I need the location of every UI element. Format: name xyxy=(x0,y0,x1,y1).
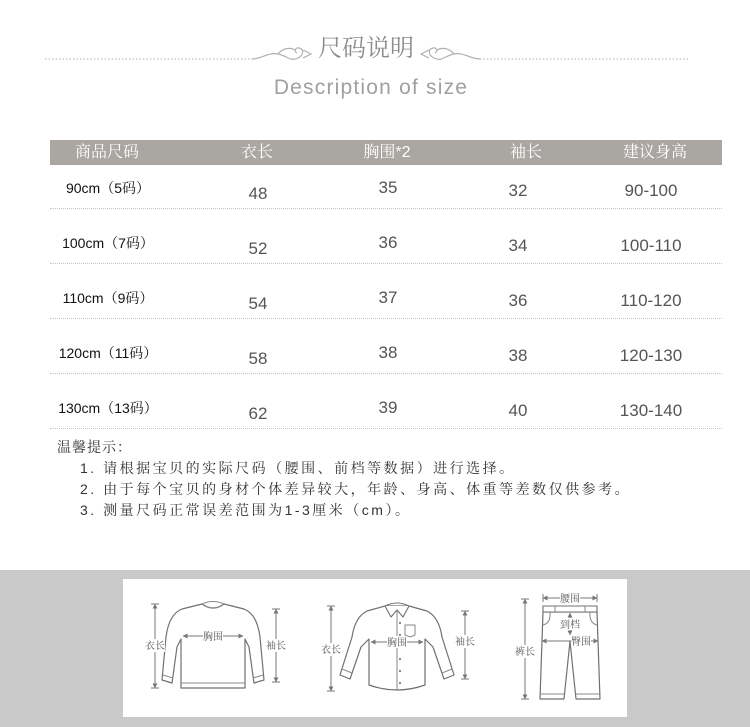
pants-rise-label: 到档 xyxy=(560,620,580,631)
cell-height: 90-100 xyxy=(624,181,678,200)
table-row xyxy=(50,264,722,319)
cell-size: 100cm（7码） xyxy=(62,235,154,251)
cell-sleeve: 32 xyxy=(508,181,528,200)
cell-chest: 38 xyxy=(378,343,398,362)
cell-height: 120-130 xyxy=(619,346,683,365)
shirt-diagram xyxy=(321,603,475,691)
tip-item: 3. 测量尺码正常误差范围为1-3厘米（cm）。 xyxy=(80,502,412,518)
pants-hip-label: 臀围 xyxy=(571,637,591,648)
tip-item: 2. 由于每个宝贝的身材个体差异较大，年龄、身高、体重等差数仅供参考。 xyxy=(80,481,632,497)
sweater-length-label: 衣长 xyxy=(145,641,165,652)
pants-length-label: 裤长 xyxy=(515,647,535,658)
tip-item: 1. 请根据宝贝的实际尺码（腰围、前档等数据）进行选择。 xyxy=(80,460,516,476)
cell-size: 130cm（13码） xyxy=(58,400,158,416)
cell-length: 52 xyxy=(248,239,268,258)
column-header-length: 衣长 xyxy=(240,144,273,161)
cell-size: 120cm（11码） xyxy=(58,345,158,361)
shirt-length-label: 衣长 xyxy=(321,645,341,656)
pants-waist-label: 腰围 xyxy=(560,594,580,605)
measure-guide-panel xyxy=(123,579,627,717)
page-subtitle: Description of size xyxy=(273,76,469,99)
cell-sleeve: 36 xyxy=(508,291,528,310)
cell-sleeve: 34 xyxy=(508,236,528,255)
table-header xyxy=(50,140,722,165)
page-title: 尺码说明 xyxy=(318,35,414,62)
cell-chest: 39 xyxy=(378,398,398,417)
sweater-chest-label: 胸围 xyxy=(203,632,223,643)
sweater-diagram xyxy=(145,602,286,689)
cell-chest: 36 xyxy=(378,233,398,252)
flourish-right xyxy=(421,48,480,59)
column-header-sleeve: 袖长 xyxy=(509,144,542,161)
cell-chest: 35 xyxy=(378,178,398,197)
table-row xyxy=(50,209,722,264)
cell-length: 62 xyxy=(248,404,268,423)
cell-size: 90cm（5码） xyxy=(65,180,151,196)
sweater-outline-icon xyxy=(162,604,264,688)
cell-length: 54 xyxy=(248,294,268,313)
cell-size: 110cm（9码） xyxy=(62,290,154,306)
measure-diagrams xyxy=(123,579,627,717)
cell-sleeve: 38 xyxy=(508,346,528,365)
table-row xyxy=(50,374,722,429)
column-header-size: 商品尺码 xyxy=(74,144,139,161)
cell-length: 48 xyxy=(248,184,268,203)
sweater-sleeve-label: 袖长 xyxy=(266,641,286,652)
cell-height: 130-140 xyxy=(619,401,683,420)
shirt-sleeve-label: 袖长 xyxy=(455,637,475,648)
column-header-chest: 胸围*2 xyxy=(363,144,411,161)
tips-heading: 温馨提示： xyxy=(57,439,132,455)
table-row xyxy=(50,319,722,374)
size-table xyxy=(50,140,722,430)
pants-diagram xyxy=(515,592,600,699)
cell-height: 110-120 xyxy=(620,291,682,310)
cell-sleeve: 40 xyxy=(508,401,528,420)
column-header-height: 建议身高 xyxy=(622,144,687,161)
cell-length: 58 xyxy=(248,349,268,368)
cell-chest: 37 xyxy=(378,288,398,307)
cell-height: 100-110 xyxy=(620,236,682,255)
flourish-left xyxy=(252,48,311,59)
shirt-chest-label: 胸围 xyxy=(387,638,407,649)
